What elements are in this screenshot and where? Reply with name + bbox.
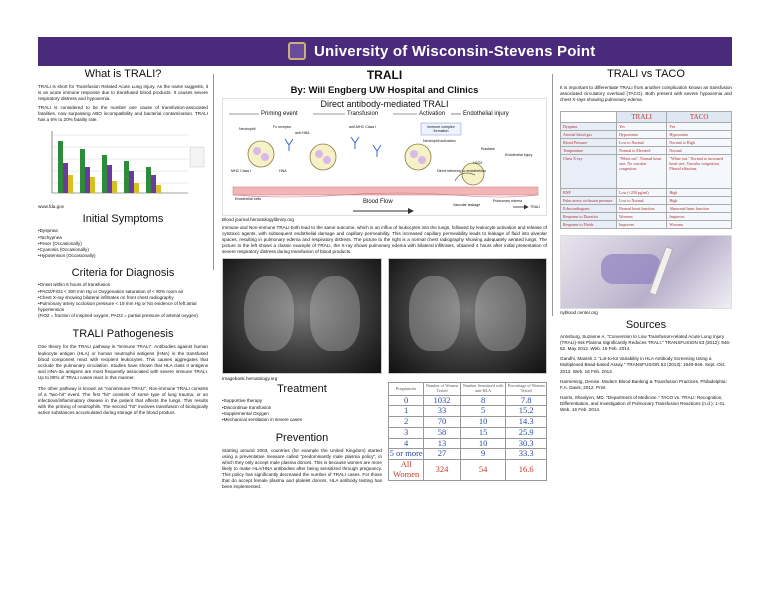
diagram-label: H2O2 xyxy=(473,161,483,165)
table-cell: Hypoxemia xyxy=(617,131,667,139)
xray-row xyxy=(222,258,547,376)
table-cell: Yes xyxy=(667,123,732,131)
diagram-label: Vascular leakage xyxy=(453,203,481,207)
table-row xyxy=(389,449,547,460)
main-paragraph: Immune and Non-immune TRALI both lead to the same outcome, which is an influx of leukocytes into the lungs, followed by leukocyte activation and release of cytotoxic agents, with subsequent endothelial damage and capillary permeability. This increased capillary permeability leads to leakage of fluid into alveolar spaces, resulting in pulmonary edema and respiratory distress. The picture to the right is a normal chest radiography showing adequately aerated lungs. The picture to the left shows a classic example of TRALI, the X-ray shows pulmonary edema with bilateral infiltrates, obtained 4 hours after initial presentation of severe respiratory distress during transfusion of blood products. xyxy=(222,225,547,255)
table-cell: 0 xyxy=(389,395,424,406)
table-cell: Yes xyxy=(617,123,667,131)
diagram-label: anti-HNA xyxy=(295,131,310,135)
table-cell: 16.6 xyxy=(506,460,547,481)
column-divider xyxy=(552,74,553,316)
table-cell: 33.3 xyxy=(506,449,547,460)
list-item: •PAO2/FiO2 < 300 mm Hg or Oxygenation saturation of < 90% room air xyxy=(38,288,184,294)
table-cell: Chest X-ray xyxy=(561,155,617,189)
table-cell: Normal xyxy=(667,147,732,155)
trali-diagram xyxy=(222,98,547,216)
symptoms-list xyxy=(38,228,208,259)
list-item: •Mechanical ventilation in severe cases xyxy=(222,416,302,422)
table-cell: 1032 xyxy=(424,395,460,406)
table-row xyxy=(561,139,732,147)
table-row xyxy=(561,147,732,155)
table-cell: 2 xyxy=(389,417,424,428)
symptoms-title: Initial Symptoms xyxy=(82,213,164,226)
table-header: Pregnancies xyxy=(389,383,424,395)
chart-source: www.fda.gov xyxy=(38,204,65,210)
pathogenesis-title: TRALI Pathogenesis xyxy=(72,328,174,341)
table-cell: Improves xyxy=(617,221,667,229)
table-cell: 13 xyxy=(424,438,460,449)
table-cell: Worsens xyxy=(667,221,732,229)
diagram-label: Neutrophil xyxy=(239,127,256,131)
table-cell: 4 xyxy=(389,438,424,449)
column-center xyxy=(222,68,547,521)
list-item: •Fever (Occasionally) xyxy=(38,240,82,246)
table-cell: Normal to High xyxy=(667,139,732,147)
diagram-label: Pulmonary edema xyxy=(493,199,523,203)
table-cell: Dyspnea xyxy=(561,123,617,131)
criteria-title: Criteria for Diagnosis xyxy=(71,267,175,280)
poster-title: TRALI xyxy=(366,68,403,82)
table-row xyxy=(389,417,547,428)
treatment-prevention xyxy=(222,376,382,490)
source-item: Arinsburg, Suzanne A. "Conversion to Low Transfusion-related Acute Lung Injury (TRALI)-risk Plasma Significantly Reduces TRALI." TRANSFUSION 53 (2012): 946-52. May 2012. Web. 16 Feb. 2014. xyxy=(560,334,731,352)
table-cell: 10 xyxy=(460,438,506,449)
lower-center xyxy=(222,376,547,521)
table-cell: 58 xyxy=(424,427,460,438)
table-cell: 15 xyxy=(460,427,506,438)
table-row xyxy=(389,438,547,449)
diagram-label: MHC Class I xyxy=(231,169,252,173)
table-cell: Temperature xyxy=(561,147,617,155)
table-header: Percentage of Women Tested xyxy=(506,383,547,395)
university-name: University of Wisconsin-Stevens Point xyxy=(314,43,596,60)
sources-title: Sources xyxy=(625,319,667,332)
author-line: By: Will Engberg UW Hospital and Clinics xyxy=(290,85,479,96)
table-header xyxy=(561,112,617,123)
diagram-label: Blood Flow xyxy=(363,199,393,205)
treatment-title: Treatment xyxy=(277,383,327,396)
table-row xyxy=(561,155,732,189)
table-cell: 14.3 xyxy=(506,417,547,428)
table-cell: 15.2 xyxy=(506,406,547,417)
diagram-label: anti-MHC Class I xyxy=(349,125,377,129)
table-cell: Response to Fluids xyxy=(561,221,617,229)
table-row xyxy=(389,395,547,406)
source-item: Gandhi, Manish J. "Lot-to-lot Variability in HLA Antibody Screening Using a Multiplexed Bead-based Assay." TRANSFUSION 53 (2013): 1940-946. Sept.-Oct. 2013. Web. 16 Feb. 2014. xyxy=(560,356,726,374)
table-cell: Hypoxemia xyxy=(667,131,732,139)
header-banner xyxy=(38,37,732,66)
table-header: Number of Women Tested xyxy=(424,383,460,395)
trali-xray-image xyxy=(222,258,382,374)
list-item: •Tachypnea xyxy=(38,234,62,240)
table-cell: 70 xyxy=(424,417,460,428)
criteria-list xyxy=(38,282,208,319)
table-cell: "White out." Normal to increased heart size. Vascular congestion. Pleural effusions. xyxy=(667,155,732,189)
diagram-stage: Transfusion xyxy=(347,111,379,117)
table-cell: Echocardiogram xyxy=(561,205,617,213)
table-cell: Low to Normal xyxy=(617,139,667,147)
diagram-label: Endothelial cells xyxy=(235,197,261,201)
list-item: •Hypotension (Occasionally) xyxy=(38,253,96,259)
table-row xyxy=(561,221,732,229)
taco-title: TRALI vs TACO xyxy=(607,68,685,80)
table-cell: 10 xyxy=(460,417,506,428)
trali-taco-table xyxy=(560,111,732,229)
diagram-stage: Endothelial injury xyxy=(463,111,509,117)
prevention-title: Prevention xyxy=(275,432,329,445)
column-left xyxy=(38,68,208,416)
table-header: TACO xyxy=(667,112,732,123)
table-cell: Response to Diuretics xyxy=(561,213,617,221)
diagram-source: Blood journal.hematologylibrary.org xyxy=(222,217,294,222)
column-right xyxy=(560,68,732,413)
column-divider xyxy=(213,74,214,270)
table-row xyxy=(389,427,547,438)
table-header-row xyxy=(561,112,732,123)
prevention-paragraph: Starting around 2003, countries (for example the United Kingdom) started using a preventative measure called "predominantly male plasma policy", in which they only accept male plasma donors. This is because women are more likely to make HLA/HNA antibodies after being sensitized through pregnancy. This policy has significantly decreased the number of TRALI cases. For those that do accept female plasma and platelet donors, HLA antibody testing has been implemented. xyxy=(222,448,382,490)
diagram-label: TRALI xyxy=(530,205,541,209)
table-cell: BNP xyxy=(561,189,617,197)
table-cell: 25.9 xyxy=(506,427,547,438)
table-cell: Normal to Elevated xyxy=(617,147,667,155)
list-item: •Onset within 6 hours of transfusion xyxy=(38,282,111,288)
source-item: Harris, Shealynn, MD. "Department of Medicine." TACO vs. TRALI: Recognition, Differentiation, and Investigation of Pulmonary Transfusion Reactions (n.d.): 1-41. Web. 16 Feb. 2014. xyxy=(560,394,726,412)
diagram-label: Endothelial injury xyxy=(505,153,533,157)
table-cell: 1 xyxy=(389,406,424,417)
diagram-label: Immune complex formation xyxy=(427,125,455,133)
table-cell: 33 xyxy=(424,406,460,417)
diagram-title: Direct antibody-mediated TRALI xyxy=(320,99,449,109)
pathogenesis-paragraph-1: One theory for the TRALI pathway is "Immune TRALI". Antibodies against human leukocyte antigen (HLA) or human neutrophil antigens (HNA) in the transfused blood component react with recipient leukocytes. This causes aggregates that occlude the pulmonary circulation. Studies have shown that HLA class II antigens and HNA-3a antigens are most frequently associated with severe immune TRALI. Up to 80% of TRALI cases react in this manner. xyxy=(38,344,208,380)
what-title: What is TRALI? xyxy=(84,68,162,80)
table-header: TRALI xyxy=(617,112,667,123)
table-cell: Low to Normal xyxy=(617,197,667,205)
table-cell: Improves xyxy=(667,213,732,221)
list-item: •Supplemental Oxygen xyxy=(222,410,269,416)
normal-xray-image xyxy=(388,258,547,374)
table-cell: Low (<250 pg/ml) xyxy=(617,189,667,197)
table-header: Number Sensitized with anti-HLA xyxy=(460,383,506,395)
table-cell: 54 xyxy=(460,460,506,481)
xray-source: Imagebank.hematology.org xyxy=(222,376,278,382)
list-item: •Chest X-ray showing bilateral infiltrates on front chest radiography xyxy=(38,294,174,300)
incidence-table xyxy=(388,382,547,480)
table-row xyxy=(561,205,732,213)
diagram-stage: Priming event xyxy=(261,111,298,117)
table-cell: 27 xyxy=(424,449,460,460)
diagram-label: HNA xyxy=(279,169,287,173)
table-row xyxy=(389,406,547,417)
pathogenesis-paragraph-2: The other pathway is known as "nonimmune TRALI". Non-immune TRALI consists of a "two-hit" event. The first "hit" consists of some type of lung trauma, or an infectious/inflammatory disease in the patient that affects the lungs. This results with the priming of neutrophils. The second "hit" involves transfusion of biologically active substances accumulated during storage of the blood product. xyxy=(38,385,208,416)
table-cell: All Women xyxy=(389,460,424,481)
list-item: •Supportive therapy xyxy=(222,398,263,404)
table-row xyxy=(561,197,732,205)
table-cell: 7.8 xyxy=(506,395,547,406)
table-cell: 5 or more xyxy=(389,448,423,459)
table-row xyxy=(389,460,547,481)
diagram-label: Elastase xyxy=(481,147,495,151)
table-cell: High xyxy=(667,189,732,197)
table-row xyxy=(561,123,732,131)
what-paragraph-1: TRALI is short for Transfusion Related Acute Lung Injury. As the name suggests, it is an acute immune response due to transfused blood products. It causes severe respiratory distress and hypoxemia. xyxy=(38,84,208,102)
table-cell: 5 xyxy=(460,406,506,417)
table-cell: High xyxy=(667,197,732,205)
table-header-row xyxy=(389,383,547,395)
diagram-stage: Activation xyxy=(419,111,446,117)
diagram-label: Direct tethering to endothelium xyxy=(437,169,486,173)
compare-source: nyblood center.org xyxy=(560,310,598,316)
taco-paragraph: It is important to differentiate TRALI from another complication known as transfusion associated circulatory overload (TACO). Both present with severe hypoxemia and chest X-rays showing pulmonary edema. xyxy=(560,85,732,103)
table-cell: Worsens xyxy=(617,213,667,221)
treatment-list xyxy=(222,398,382,423)
what-paragraph-2: TRALI is considered to be the number one cause of transfusion-associated fatalities, now surpassing ABO incompatibility and bacterial contamination. TRALI has a 6% to 20% fatality rate. xyxy=(38,105,208,123)
table-cell: 324 xyxy=(424,460,460,481)
table-cell: Blood Pressure xyxy=(561,139,617,147)
table-cell: Normal heart function xyxy=(617,205,667,213)
table-row xyxy=(561,131,732,139)
list-item: •Dyspnea xyxy=(38,228,58,234)
table-cell: 8 xyxy=(460,395,506,406)
diagram-label: Fc receptor xyxy=(273,125,292,129)
table-cell: "White out". Normal heart size. No vascular congestion. xyxy=(617,155,667,189)
table-row xyxy=(561,213,732,221)
list-item: •Cyanosis (Occasionally) xyxy=(38,246,89,252)
list-item: •Pulmonary artery occlusion pressure < 18 mm Hg or No evidence of left atrial hypertension xyxy=(38,300,197,313)
table-cell: Pulm artery occlusion pressure xyxy=(561,197,617,205)
table-row xyxy=(561,189,732,197)
diagram-label: Neutrophil activation xyxy=(423,139,456,143)
table-cell: Abnormal heart function xyxy=(667,205,732,213)
list-item: •Discontinue transfusion xyxy=(222,404,272,410)
university-seal-icon xyxy=(288,42,306,60)
table-cell: 3 xyxy=(389,427,424,438)
source-item: Harmening, Denise. Modern Blood Banking & Transfusion Practices. Philadelphia: F.A. Davis, 2012. Print. xyxy=(560,378,727,390)
fatality-chart xyxy=(38,127,208,203)
list-item: (FiO2 = fraction of inspired oxygen; PAO2 = partial pressure of arterial oxygen) xyxy=(38,313,198,319)
table-cell: 30.3 xyxy=(506,438,547,449)
table-cell: Arterial blood gas xyxy=(561,131,617,139)
table-cell: 9 xyxy=(460,449,506,460)
lab-photo xyxy=(560,235,732,309)
